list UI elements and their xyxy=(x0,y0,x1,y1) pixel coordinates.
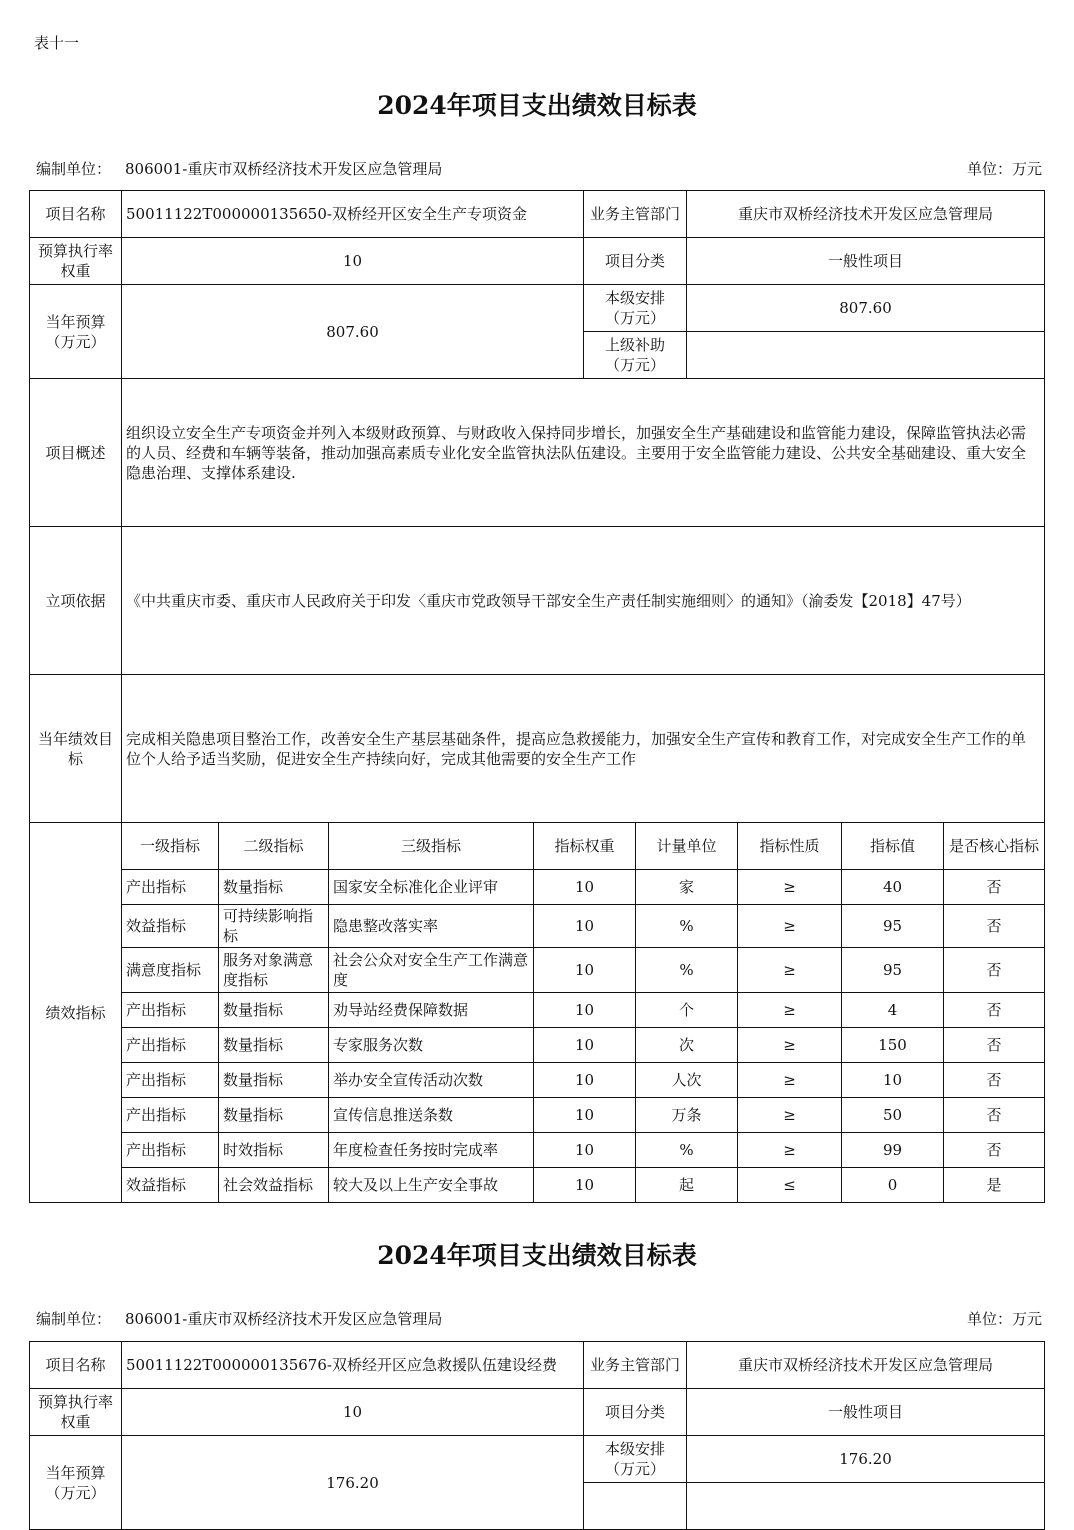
indicator-weight: 10 xyxy=(534,1098,636,1133)
indicator-level2: 数量指标 xyxy=(219,1098,329,1133)
indicator-level1: 产出指标 xyxy=(122,1063,219,1098)
indicator-weight: 10 xyxy=(534,1063,636,1098)
overview-label: 项目概述 xyxy=(30,379,122,527)
indicator-level2: 数量指标 xyxy=(219,870,329,905)
indicator-level2: 时效指标 xyxy=(219,1133,329,1168)
indicator-level3: 举办安全宣传活动次数 xyxy=(329,1063,534,1098)
own-level-label-2: 本级安排（万元） xyxy=(584,1436,687,1483)
indicator-unit: 家 xyxy=(636,870,738,905)
indicator-value: 95 xyxy=(842,905,944,948)
indicator-value: 95 xyxy=(842,948,944,993)
indicator-level3: 国家安全标准化企业评审 xyxy=(329,870,534,905)
header-level3: 三级指标 xyxy=(329,823,534,870)
indicator-nature: ≥ xyxy=(738,905,842,948)
header-level1: 一级指标 xyxy=(122,823,219,870)
upper-level-value-2 xyxy=(687,1483,1045,1530)
budget-value-2: 176.20 xyxy=(122,1436,584,1530)
meta-row xyxy=(36,158,1042,179)
indicator-core: 否 xyxy=(944,905,1045,948)
indicator-level1: 产出指标 xyxy=(122,993,219,1028)
dept-value-2: 重庆市双桥经济技术开发区应急管理局 xyxy=(687,1342,1045,1389)
indicator-row xyxy=(30,1098,1045,1133)
indicator-core: 否 xyxy=(944,1133,1045,1168)
exec-weight-value: 10 xyxy=(122,238,584,285)
indicator-value: 10 xyxy=(842,1063,944,1098)
header-level2: 二级指标 xyxy=(219,823,329,870)
indicator-unit: 个 xyxy=(636,993,738,1028)
project-name-value-2: 50011122T000000135676-双桥经开区应急救援队伍建设经费 xyxy=(122,1342,584,1389)
indicator-level2: 可持续影响指标 xyxy=(219,905,329,948)
indicator-nature: ≥ xyxy=(738,1028,842,1063)
goal-label: 当年绩效目标 xyxy=(30,675,122,823)
header-unit: 计量单位 xyxy=(636,823,738,870)
upper-level-label-2 xyxy=(584,1483,687,1530)
dept-label-2: 业务主管部门 xyxy=(584,1342,687,1389)
indicators-label: 绩效指标 xyxy=(30,823,122,1203)
indicator-level2: 数量指标 xyxy=(219,1063,329,1098)
project-name-label: 项目名称 xyxy=(30,191,122,238)
indicator-core: 否 xyxy=(944,1098,1045,1133)
project-name-value: 50011122T000000135650-双桥经开区安全生产专项资金 xyxy=(122,191,584,238)
indicator-level3: 劝导站经费保障数据 xyxy=(329,993,534,1028)
own-level-label: 本级安排（万元） xyxy=(584,285,687,332)
document-title-2: 2024年项目支出绩效目标表 xyxy=(377,1241,697,1270)
indicator-level3: 较大及以上生产安全事故 xyxy=(329,1168,534,1203)
basis-label: 立项依据 xyxy=(30,527,122,675)
indicator-level1: 产出指标 xyxy=(122,1133,219,1168)
org-value-2: 806001-重庆市双桥经济技术开发区应急管理局 xyxy=(125,1310,443,1328)
indicator-row xyxy=(30,948,1045,993)
indicator-row xyxy=(30,905,1045,948)
indicator-weight: 10 xyxy=(534,1028,636,1063)
indicator-unit: % xyxy=(636,905,738,948)
indicator-level2: 数量指标 xyxy=(219,1028,329,1063)
upper-level-value xyxy=(687,332,1045,379)
indicator-nature: ≤ xyxy=(738,1168,842,1203)
exec-weight-label-2: 预算执行率权重 xyxy=(30,1389,122,1436)
indicator-nature: ≥ xyxy=(738,993,842,1028)
indicator-weight: 10 xyxy=(534,870,636,905)
indicator-unit: % xyxy=(636,1133,738,1168)
indicator-level3: 隐患整改落实率 xyxy=(329,905,534,948)
indicator-level2: 社会效益指标 xyxy=(219,1168,329,1203)
indicator-nature: ≥ xyxy=(738,1098,842,1133)
indicator-row xyxy=(30,1168,1045,1203)
org-label: 编制单位： xyxy=(36,160,112,178)
indicator-core: 否 xyxy=(944,870,1045,905)
indicator-level1: 效益指标 xyxy=(122,1168,219,1203)
category-value: 一般性项目 xyxy=(687,238,1045,285)
indicator-nature: ≥ xyxy=(738,948,842,993)
indicator-row xyxy=(30,870,1045,905)
exec-weight-label: 预算执行率权重 xyxy=(30,238,122,285)
indicator-unit: 起 xyxy=(636,1168,738,1203)
indicator-weight: 10 xyxy=(534,993,636,1028)
unit-label: 单位：万元 xyxy=(966,160,1042,178)
indicator-header-row xyxy=(30,823,1045,870)
indicator-table xyxy=(29,822,1045,1203)
indicator-weight: 10 xyxy=(534,1133,636,1168)
budget-label-2: 当年预算（万元） xyxy=(30,1436,122,1530)
indicator-nature: ≥ xyxy=(738,1063,842,1098)
indicator-value: 150 xyxy=(842,1028,944,1063)
indicator-row xyxy=(30,993,1045,1028)
exec-weight-value-2: 10 xyxy=(122,1389,584,1436)
indicator-unit: 人次 xyxy=(636,1063,738,1098)
indicator-value: 0 xyxy=(842,1168,944,1203)
info-table xyxy=(29,190,1045,823)
category-label-2: 项目分类 xyxy=(584,1389,687,1436)
indicator-core: 否 xyxy=(944,993,1045,1028)
indicator-nature: ≥ xyxy=(738,1133,842,1168)
info-table-2 xyxy=(29,1341,1045,1530)
basis-value: 《中共重庆市委、重庆市人民政府关于印发〈重庆市党政领导干部安全生产责任制实施细则〉的通知》（渝委发【2018】47号） xyxy=(122,527,1045,675)
org-label-2: 编制单位： xyxy=(36,1310,112,1328)
indicator-core: 否 xyxy=(944,1028,1045,1063)
goal-value: 完成相关隐患项目整治工作，改善安全生产基层基础条件，提高应急救援能力，加强安全生产宣传和教育工作，对完成安全生产工作的单位个人给予适当奖励，促进安全生产持续向好，完成其他需要的安全生产工作 xyxy=(122,675,1045,823)
indicator-weight: 10 xyxy=(534,1168,636,1203)
meta-row-2 xyxy=(36,1308,1042,1329)
unit-label-2: 单位：万元 xyxy=(966,1310,1042,1328)
indicator-unit: 万条 xyxy=(636,1098,738,1133)
indicator-level1: 效益指标 xyxy=(122,905,219,948)
dept-label: 业务主管部门 xyxy=(584,191,687,238)
indicator-value: 40 xyxy=(842,870,944,905)
own-level-value: 807.60 xyxy=(687,285,1045,332)
budget-label: 当年预算（万元） xyxy=(30,285,122,379)
header-weight: 指标权重 xyxy=(534,823,636,870)
indicator-level3: 年度检查任务按时完成率 xyxy=(329,1133,534,1168)
indicator-level2: 服务对象满意度指标 xyxy=(219,948,329,993)
overview-value: 组织设立安全生产专项资金并列入本级财政预算、与财政收入保持同步增长，加强安全生产基础建设和监管能力建设，保障监管执法必需的人员、经费和车辆等装备，推动加强高素质专业化安全监管执法队伍建设。主要用于安全监管能力建设、公共安全基础建设、重大安全隐患治理、支撑体系建设. xyxy=(122,379,1045,527)
indicator-row xyxy=(30,1133,1045,1168)
indicator-unit: 次 xyxy=(636,1028,738,1063)
header-nature: 指标性质 xyxy=(738,823,842,870)
indicator-level1: 产出指标 xyxy=(122,1028,219,1063)
project-name-label-2: 项目名称 xyxy=(30,1342,122,1389)
table-number: 表十一 xyxy=(34,34,80,52)
indicator-weight: 10 xyxy=(534,905,636,948)
category-value-2: 一般性项目 xyxy=(687,1389,1045,1436)
indicator-value: 4 xyxy=(842,993,944,1028)
document-title: 2024年项目支出绩效目标表 xyxy=(377,91,697,120)
indicator-level1: 产出指标 xyxy=(122,1098,219,1133)
indicator-value: 99 xyxy=(842,1133,944,1168)
indicator-unit: % xyxy=(636,948,738,993)
header-core: 是否核心指标 xyxy=(944,823,1045,870)
indicator-row xyxy=(30,1063,1045,1098)
org-value: 806001-重庆市双桥经济技术开发区应急管理局 xyxy=(125,160,443,178)
header-value: 指标值 xyxy=(842,823,944,870)
indicator-value: 50 xyxy=(842,1098,944,1133)
indicator-row xyxy=(30,1028,1045,1063)
indicator-core: 是 xyxy=(944,1168,1045,1203)
upper-level-label: 上级补助（万元） xyxy=(584,332,687,379)
budget-value: 807.60 xyxy=(122,285,584,379)
indicator-weight: 10 xyxy=(534,948,636,993)
indicator-level1: 满意度指标 xyxy=(122,948,219,993)
indicator-core: 否 xyxy=(944,1063,1045,1098)
indicator-level3: 专家服务次数 xyxy=(329,1028,534,1063)
dept-value: 重庆市双桥经济技术开发区应急管理局 xyxy=(687,191,1045,238)
indicator-level2: 数量指标 xyxy=(219,993,329,1028)
indicator-level1: 产出指标 xyxy=(122,870,219,905)
indicator-core: 否 xyxy=(944,948,1045,993)
indicator-level3: 社会公众对安全生产工作满意度 xyxy=(329,948,534,993)
indicator-nature: ≥ xyxy=(738,870,842,905)
own-level-value-2: 176.20 xyxy=(687,1436,1045,1483)
indicator-level3: 宣传信息推送条数 xyxy=(329,1098,534,1133)
category-label: 项目分类 xyxy=(584,238,687,285)
